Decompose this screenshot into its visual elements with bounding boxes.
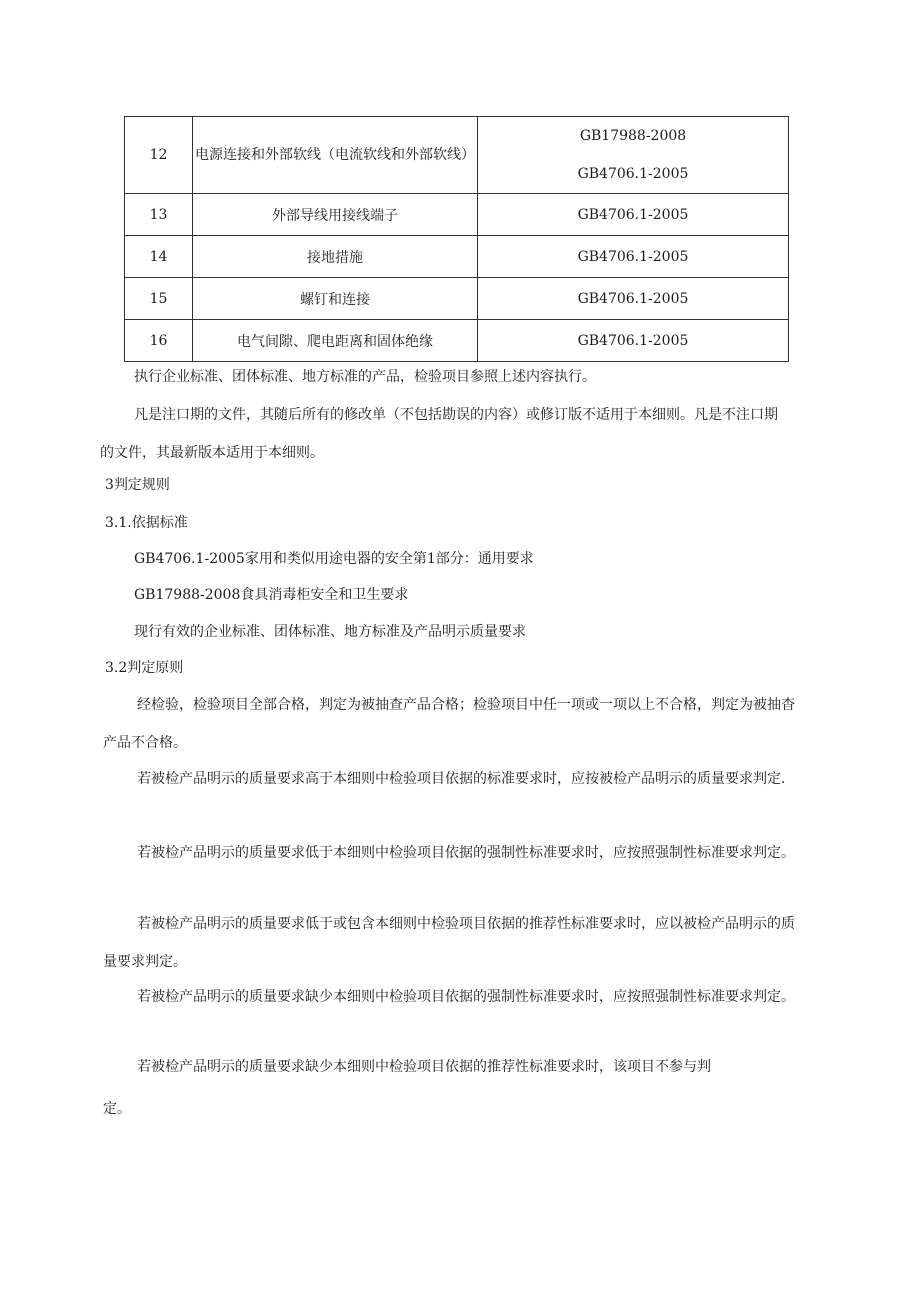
principle-paragraph-6-line-2: 定。	[103, 1101, 131, 1117]
principle-paragraph-1: 经检验，检验项目全部合格，判定为被抽查产品合格；检验项目中任一项或一项以上不合格，判定为被抽杳产品不合格。	[103, 697, 795, 751]
basis-standard-3: 现行有效的企业标准、团体标准、地方标准及产品明示质量要求	[134, 624, 526, 640]
table-row	[125, 236, 789, 278]
principle-paragraph-5: 若被检产品明示的质量要求缺少本细则中检验项目依据的强制性标准要求时，应按照强制性标准要求判定。	[137, 989, 795, 1005]
heading-judgement-principles: 3.2判定原则	[105, 660, 184, 676]
principle-paragraph-4: 若被检产品明示的质量要求低于或包含本细则中检验项目依据的推荐性标准要求时，应以被检产品明示的质量要求判定。	[103, 916, 795, 970]
standard-code: GB4706.1-2005	[478, 236, 789, 278]
standard-code: GB4706.1-2005	[478, 320, 789, 362]
table-row	[125, 278, 789, 320]
inspection-item: 电源连接和外部软线（电流软线和外部软线）	[193, 117, 478, 194]
principle-paragraph-3: 若被检产品明示的质量要求低于本细则中检验项目依据的强制性标准要求时，应按照强制性标准要求判定。	[137, 845, 795, 861]
inspection-item: 电气间隙、爬电距离和固体绝缘	[193, 320, 478, 362]
standard-code: GB4706.1-2005	[478, 194, 789, 236]
row-number: 12	[125, 117, 193, 194]
table-row	[125, 194, 789, 236]
table-row	[125, 320, 789, 362]
principle-paragraph-2: 若被检产品明示的质量要求高于本细则中检验项目依据的标准要求时，应按被检产品明示的质量要求判定.	[137, 771, 786, 787]
standard-cell	[478, 117, 789, 194]
basis-standard-2: GB17988-2008食具消毒柜安全和卫生要求	[134, 587, 409, 603]
standard-code: GB17988-2008	[579, 128, 687, 144]
row-number: 16	[125, 320, 193, 362]
basis-standard-1: GB4706.1-2005家用和类似用途电器的安全第1部分：通用要求	[134, 551, 534, 567]
table-row	[125, 117, 789, 194]
standard-code: GB4706.1-2005	[577, 166, 689, 182]
standards-table	[124, 116, 789, 362]
inspection-item: 外部导线用接线端子	[193, 194, 478, 236]
paragraph-dated-references: 凡是注口期的文件，其随后所有的修改单（不包括勘误的内容）或修订版不适用于本细则。凡是不注口期的文件，其最新版本适用于本细则。	[100, 407, 778, 461]
row-number: 14	[125, 236, 193, 278]
paragraph-enterprise-standards: 执行企业标准、团体标准、地方标准的产品，检验项目参照上述内容执行。	[134, 369, 596, 385]
principle-paragraph-6-line-1: 若被检产品明示的质量要求缺少本细则中检验项目依据的推荐性标准要求时，该项目不参与判	[137, 1059, 711, 1075]
heading-basis-standards: 3.1.依据标准	[105, 515, 188, 531]
row-number: 15	[125, 278, 193, 320]
heading-judgement-rules: 3判定规则	[105, 477, 170, 493]
inspection-item: 接地措施	[193, 236, 478, 278]
row-number: 13	[125, 194, 193, 236]
inspection-item: 螺钉和连接	[193, 278, 478, 320]
standard-code: GB4706.1-2005	[478, 278, 789, 320]
